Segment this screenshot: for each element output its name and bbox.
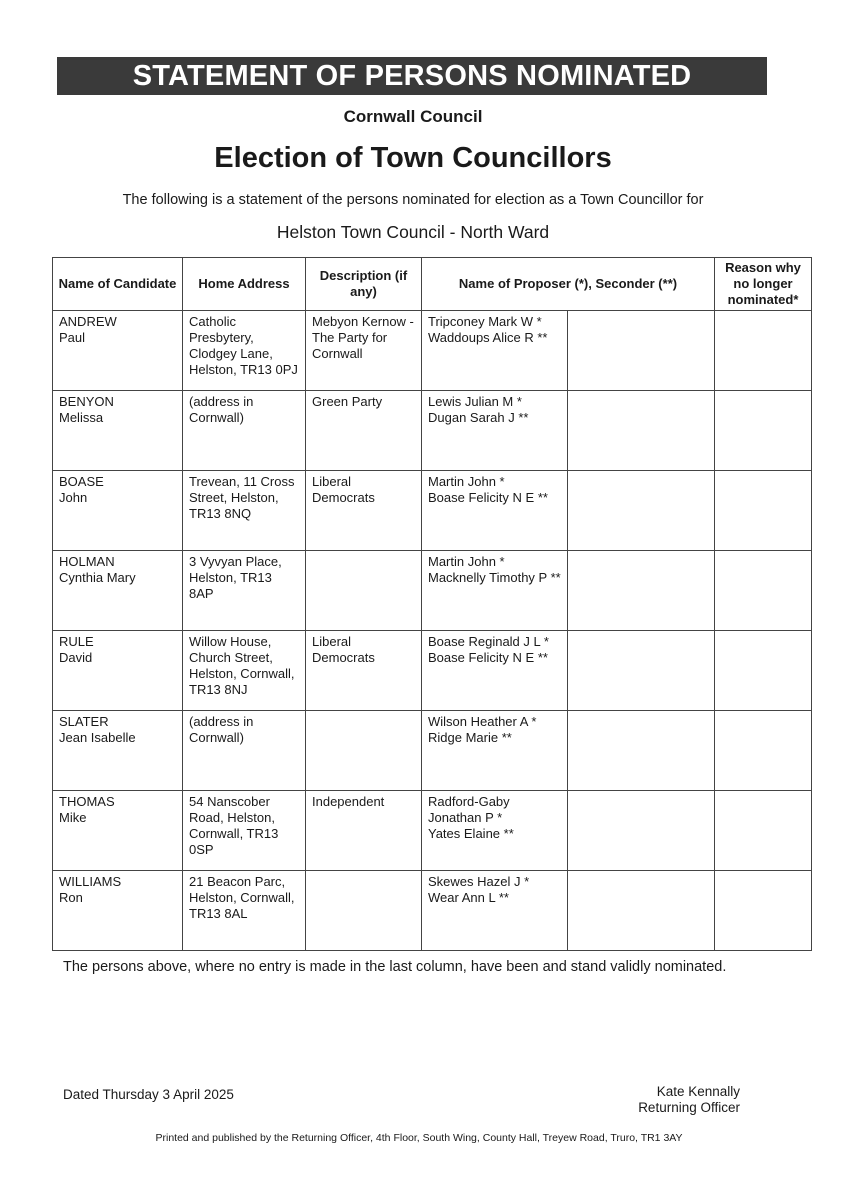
party-description: Independent [312, 794, 385, 809]
home-address-cell [183, 471, 306, 551]
home-address-cell [183, 711, 306, 791]
election-title: Election of Town Councillors [214, 142, 612, 174]
description-cell [306, 391, 422, 471]
proposer-name: Boase Reginald J L * [428, 634, 549, 649]
candidate-name-cell [53, 631, 183, 711]
seconder-name: Yates Elaine ** [428, 826, 514, 841]
proposer-cell [422, 711, 568, 791]
reason-cell [715, 471, 812, 551]
blank-cell [568, 551, 715, 631]
home-address: 54 Nanscober Road, Helston, Cornwall, TR13 0SP [189, 794, 279, 857]
header-description: Description (if any) [306, 258, 422, 311]
home-address: Catholic Presbytery, Clodgey Lane, Helston, TR13 0PJ [189, 314, 298, 377]
nominations-table [52, 257, 812, 951]
party-description: Green Party [312, 394, 383, 409]
candidate-name-cell [53, 791, 183, 871]
candidate-forenames: Paul [59, 330, 86, 345]
table-row [53, 551, 812, 631]
description-cell [306, 551, 422, 631]
returning-officer-block [638, 1084, 740, 1116]
candidate-surname: WILLIAMS [59, 874, 122, 889]
officer-title: Returning Officer [638, 1100, 740, 1115]
home-address-cell [183, 391, 306, 471]
description-cell [306, 871, 422, 951]
table-header-row [53, 258, 812, 311]
home-address: Willow House, Church Street, Helston, Cornwall, TR13 8NJ [189, 634, 295, 697]
home-address-cell [183, 871, 306, 951]
candidate-surname: BENYON [59, 394, 114, 409]
candidate-name-cell [53, 311, 183, 391]
table-row [53, 311, 812, 391]
proposer-cell [422, 551, 568, 631]
table-row [53, 471, 812, 551]
dated-line: Dated Thursday 3 April 2025 [63, 1087, 234, 1102]
home-address: 3 Vyvyan Place, Helston, TR13 8AP [189, 554, 282, 601]
reason-cell [715, 551, 812, 631]
candidate-forenames: John [59, 490, 88, 505]
header-candidate-name: Name of Candidate [53, 258, 183, 311]
council-name: Cornwall Council [343, 107, 483, 126]
home-address-cell [183, 791, 306, 871]
blank-cell [568, 791, 715, 871]
candidate-forenames: Melissa [59, 410, 104, 425]
reason-cell [715, 311, 812, 391]
blank-cell [568, 711, 715, 791]
seconder-name: Macknelly Timothy P ** [428, 570, 561, 585]
proposer-name: Wilson Heather A * [428, 714, 537, 729]
candidate-surname: HOLMAN [59, 554, 115, 569]
imprint-line: Printed and published by the Returning Officer, 4th Floor, South Wing, County Hall, Treyew Road, Truro, TR1 3AY [155, 1132, 683, 1144]
proposer-name: Lewis Julian M * [428, 394, 522, 409]
home-address-cell [183, 551, 306, 631]
home-address: (address in Cornwall) [189, 394, 254, 425]
home-address-cell [183, 631, 306, 711]
proposer-cell [422, 471, 568, 551]
ward-name: Helston Town Council - North Ward [276, 222, 550, 242]
description-cell [306, 791, 422, 871]
candidate-name-cell [53, 551, 183, 631]
header-home-address: Home Address [183, 258, 306, 311]
home-address-cell [183, 311, 306, 391]
description-cell [306, 311, 422, 391]
candidate-surname: THOMAS [59, 794, 115, 809]
home-address: 21 Beacon Parc, Helston, Cornwall, TR13 8AL [189, 874, 295, 921]
intro-text: The following is a statement of the persons nominated for election as a Town Councillor for [122, 192, 704, 208]
party-description: Liberal Democrats [312, 634, 375, 665]
table-row [53, 791, 812, 871]
header-proposer-seconder: Name of Proposer (*), Seconder (**) [422, 258, 715, 311]
seconder-name: Dugan Sarah J ** [428, 410, 529, 425]
description-cell [306, 711, 422, 791]
description-cell [306, 631, 422, 711]
candidate-name-cell [53, 711, 183, 791]
table-row [53, 711, 812, 791]
candidate-forenames: Jean Isabelle [59, 730, 136, 745]
candidate-forenames: David [59, 650, 93, 665]
reason-cell [715, 391, 812, 471]
proposer-cell [422, 311, 568, 391]
document-banner: STATEMENT OF PERSONS NOMINATED [57, 57, 767, 95]
candidate-name-cell [53, 471, 183, 551]
candidate-surname: BOASE [59, 474, 104, 489]
party-description: Mebyon Kernow - The Party for Cornwall [312, 314, 414, 361]
validity-footnote: The persons above, where no entry is made in the last column, have been and stand validly nominated. [63, 959, 727, 975]
blank-cell [568, 391, 715, 471]
candidate-forenames: Mike [59, 810, 87, 825]
proposer-cell [422, 631, 568, 711]
reason-cell [715, 871, 812, 951]
candidate-surname: ANDREW [59, 314, 117, 329]
proposer-cell [422, 791, 568, 871]
table-row [53, 871, 812, 951]
proposer-name: Tripconey Mark W * [428, 314, 542, 329]
candidate-surname: RULE [59, 634, 94, 649]
blank-cell [568, 471, 715, 551]
proposer-name: Radford-Gaby Jonathan P * [428, 794, 510, 825]
home-address: (address in Cornwall) [189, 714, 254, 745]
seconder-name: Boase Felicity N E ** [428, 490, 548, 505]
blank-cell [568, 871, 715, 951]
reason-cell [715, 631, 812, 711]
seconder-name: Waddoups Alice R ** [428, 330, 548, 345]
candidate-name-cell [53, 391, 183, 471]
blank-cell [568, 311, 715, 391]
proposer-name: Martin John * [428, 474, 505, 489]
table-row [53, 391, 812, 471]
seconder-name: Ridge Marie ** [428, 730, 512, 745]
proposer-name: Skewes Hazel J * [428, 874, 530, 889]
proposer-name: Martin John * [428, 554, 505, 569]
candidate-forenames: Cynthia Mary [59, 570, 136, 585]
proposer-cell [422, 871, 568, 951]
officer-name: Kate Kennally [656, 1084, 740, 1099]
candidate-surname: SLATER [59, 714, 109, 729]
blank-cell [568, 631, 715, 711]
reason-cell [715, 791, 812, 871]
header-reason: Reason why no longer nominated* [715, 258, 812, 311]
proposer-cell [422, 391, 568, 471]
home-address: Trevean, 11 Cross Street, Helston, TR13 8NQ [189, 474, 295, 521]
candidate-forenames: Ron [59, 890, 83, 905]
seconder-name: Wear Ann L ** [428, 890, 509, 905]
description-cell [306, 471, 422, 551]
table-row [53, 631, 812, 711]
seconder-name: Boase Felicity N E ** [428, 650, 548, 665]
candidate-name-cell [53, 871, 183, 951]
party-description: Liberal Democrats [312, 474, 375, 505]
reason-cell [715, 711, 812, 791]
